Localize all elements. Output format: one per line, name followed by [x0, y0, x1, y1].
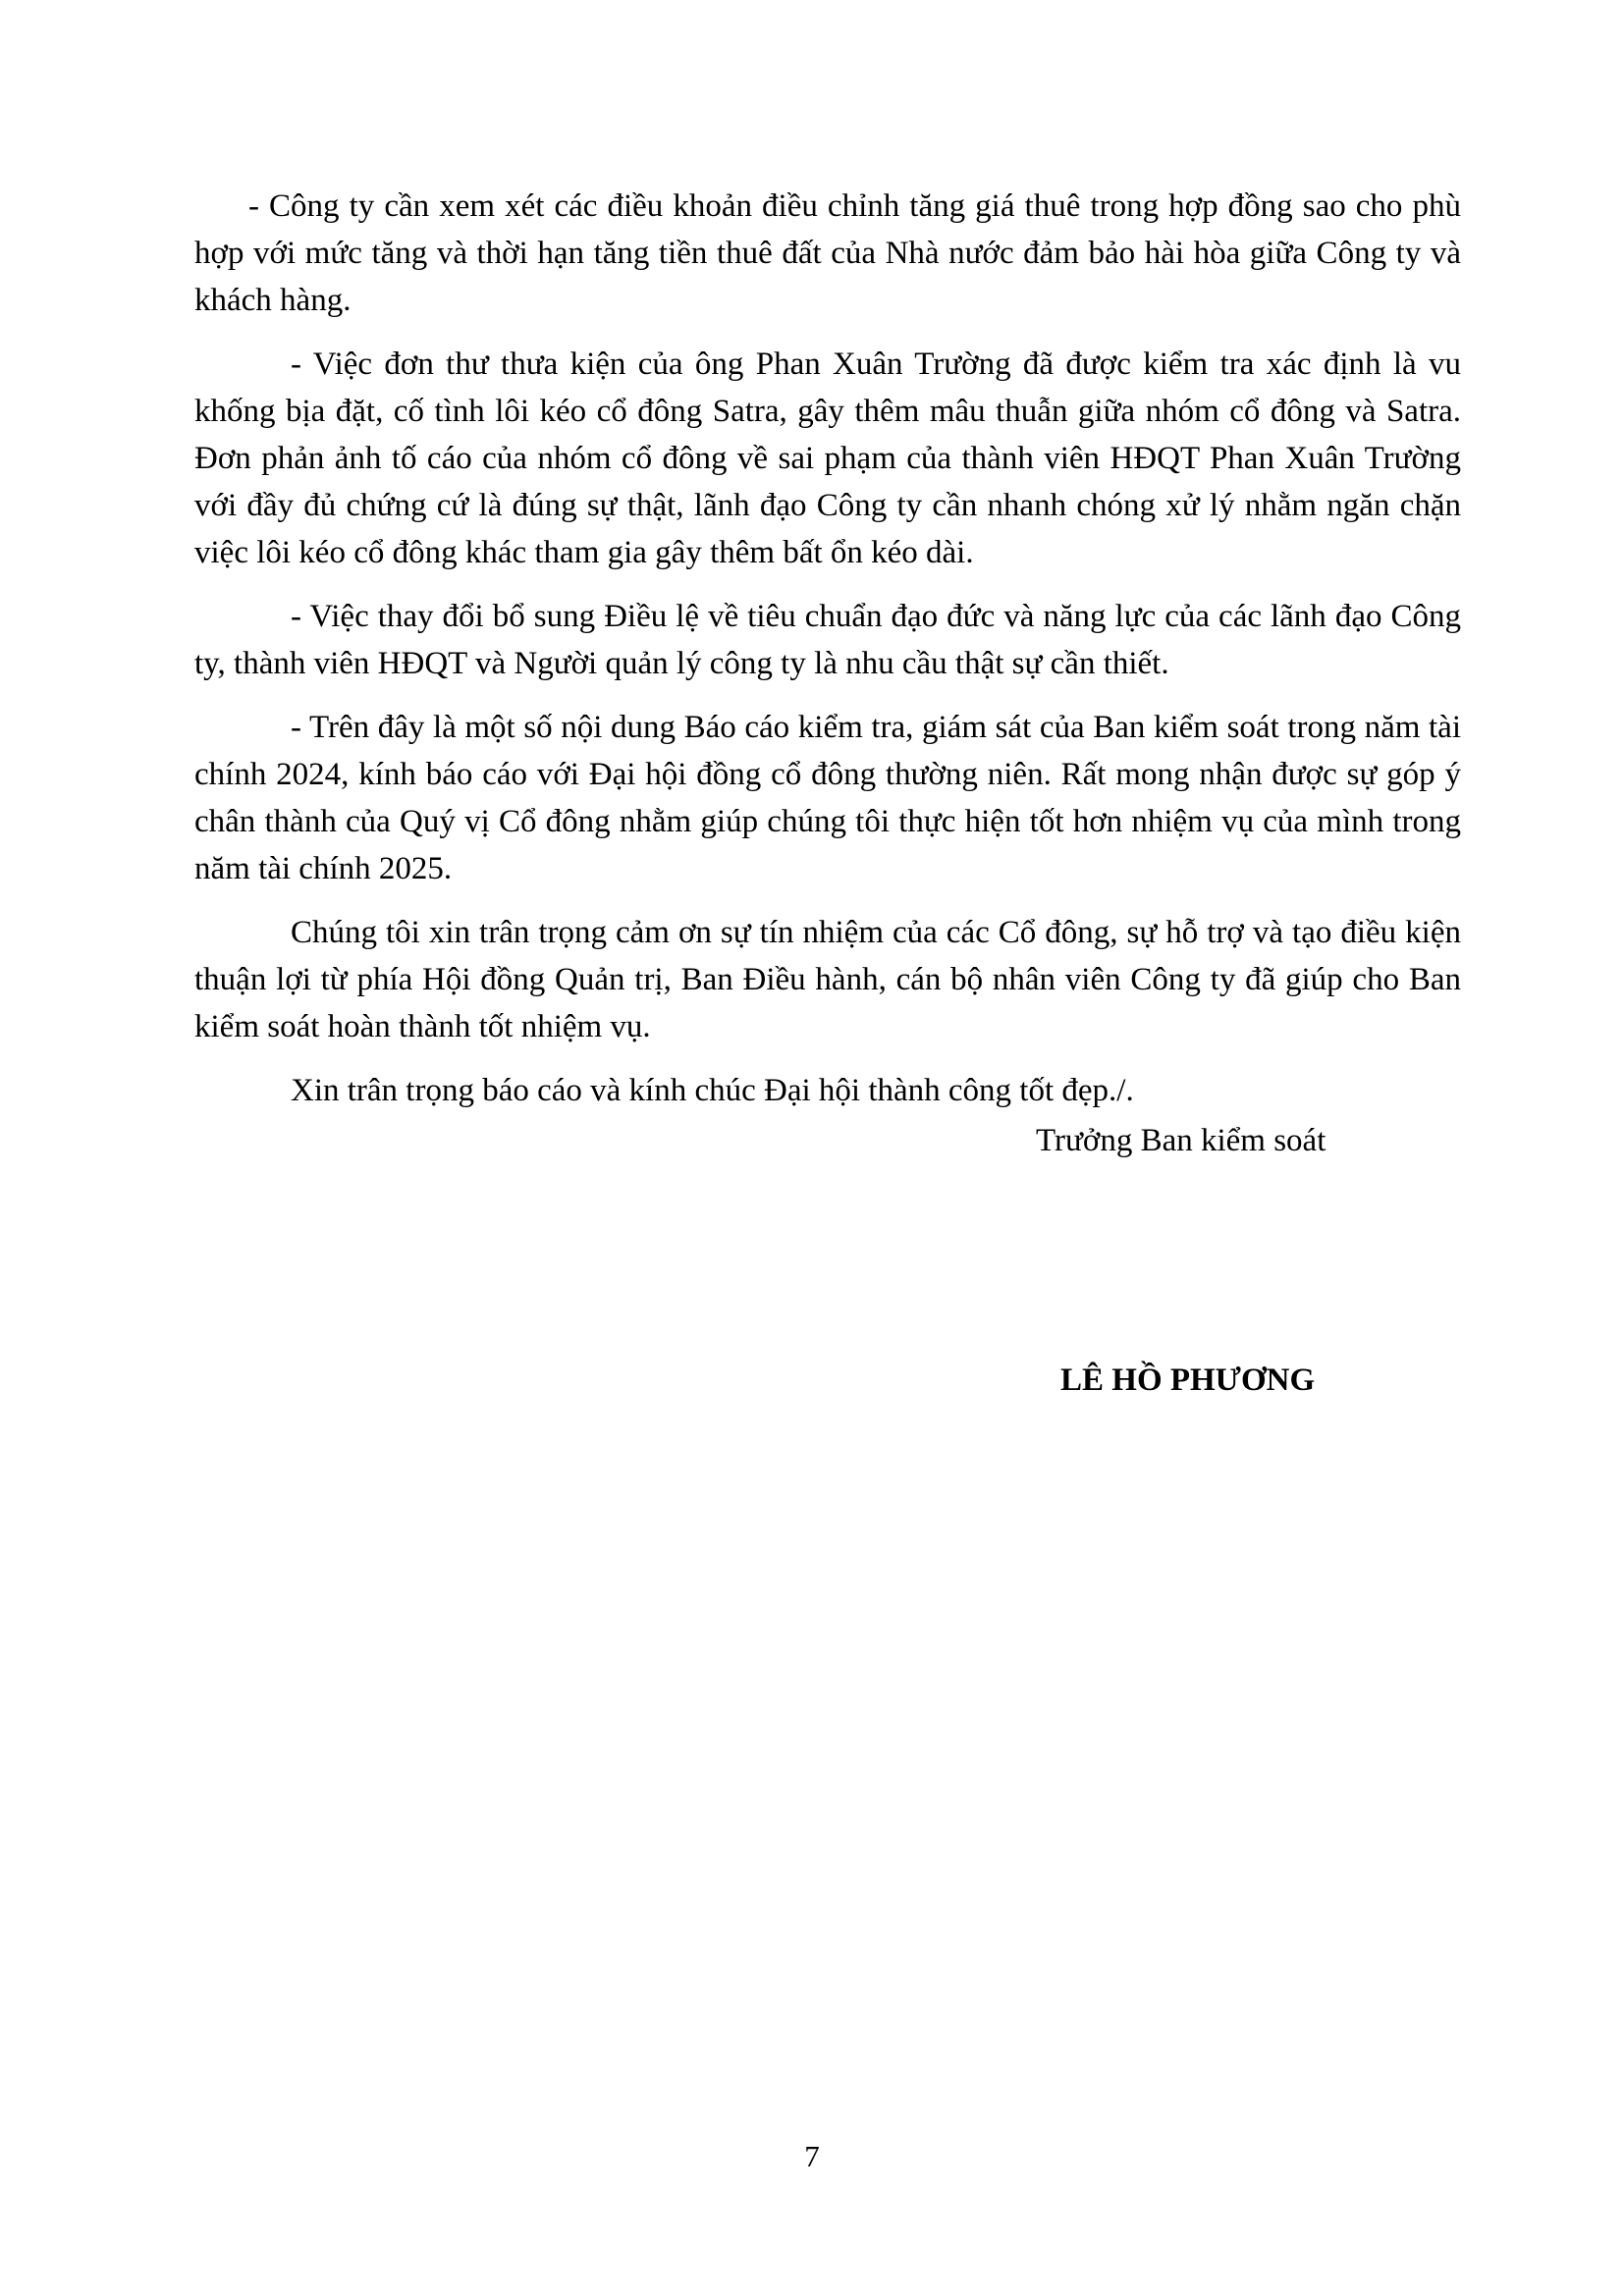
paragraph-rent-adjustment: - Công ty cần xem xét các điều khoản điều chỉnh tăng giá thuê trong hợp đồng sao cho phù hợp với mức tăng và thời hạn tăng tiền thuê đất của Nhà nước đảm bảo hài hòa giữa Công ty và khách hàng. [194, 188, 1461, 318]
paragraph-complaint-verification: - Việc đơn thư thưa kiện của ông Phan Xuân Trường đã được kiểm tra xác định là vu khống bịa đặt, cố tình lôi kéo cổ đông Satra, gây thêm mâu thuẫn giữa nhóm cổ đông và Satra. Đơn phản ảnh tố cáo của nhóm cổ đông về sai phạm của thành viên HĐQT Phan Xuân Trường với đầy đủ chứng cứ là đúng sự thật, lãnh đạo Công ty cần nhanh chóng xử lý nhằm ngăn chặn việc lôi kéo cổ đông khác tham gia gây thêm bất ổn kéo dài. [194, 347, 1461, 570]
paragraph-thanks: Chúng tôi xin trân trọng cảm ơn sự tín nhiệm của các Cổ đông, sự hỗ trợ và tạo điều kiện thuận lợi từ phía Hội đồng Quản trị, Ban Điều hành, cán bộ nhân viên Công ty đã giúp cho Ban kiểm soát hoàn thành tốt nhiệm vụ. [194, 915, 1461, 1044]
paragraph-report-summary: - Trên đây là một số nội dung Báo cáo kiểm tra, giám sát của Ban kiểm soát trong năm tài chính 2024, kính báo cáo với Đại hội đồng cổ đông thường niên. Rất mong nhận được sự góp ý chân thành của Quý vị Cổ đông nhằm giúp chúng tôi thực hiện tốt hơn nhiệm vụ của mình trong năm tài chính 2025. [194, 710, 1461, 886]
document-body [194, 183, 1461, 1131]
signature-title: Trưởng Ban kiểm soát [1036, 1123, 1326, 1158]
paragraph-closing: Xin trân trọng báo cáo và kính chúc Đại hội thành công tốt đẹp./. [291, 1073, 1134, 1108]
page-number: 7 [804, 2139, 820, 2173]
signature-name: LÊ HỒ PHƯƠNG [1060, 1362, 1316, 1398]
paragraph-charter-amendment: - Việc thay đổi bổ sung Điều lệ về tiêu chuẩn đạo đức và năng lực của các lãnh đạo Công ty, thành viên HĐQT và Người quản lý công ty là nhu cầu thật sự cần thiết. [194, 599, 1461, 681]
